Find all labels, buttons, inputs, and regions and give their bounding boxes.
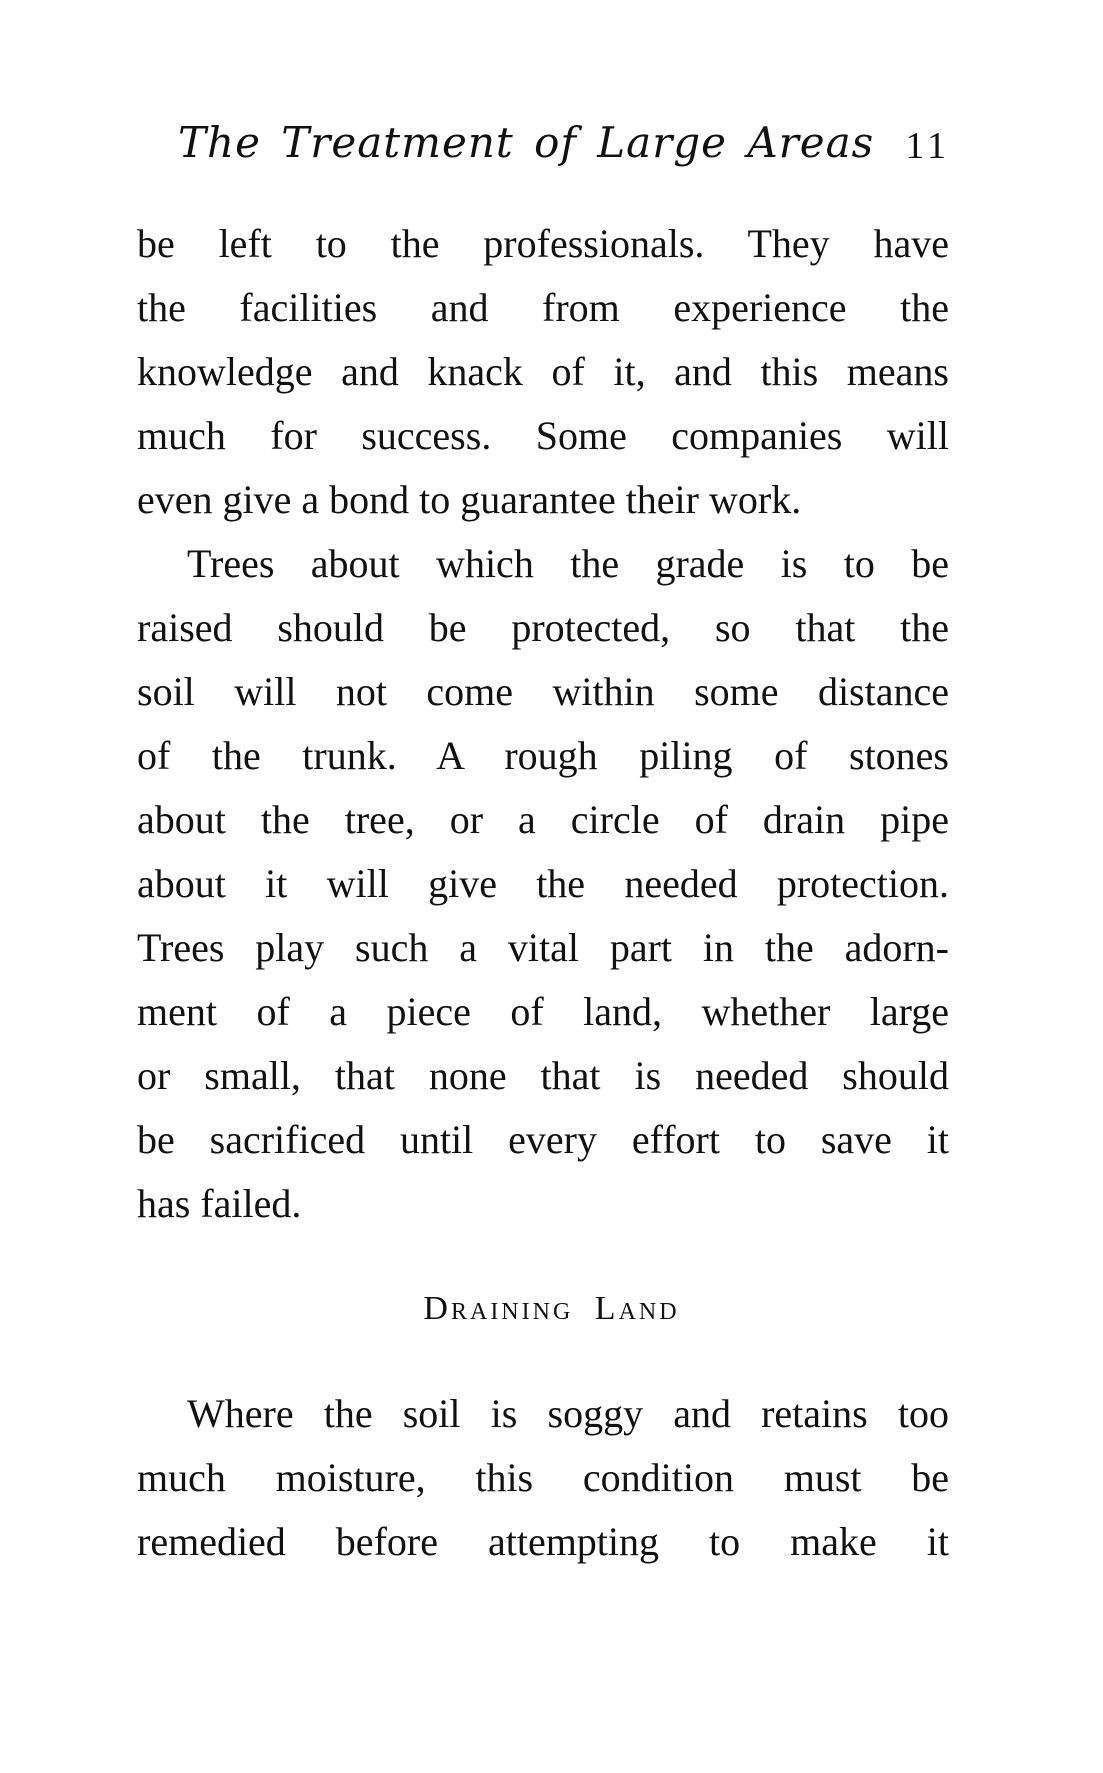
- text-line: Trees about which the grade is to be: [187, 541, 949, 586]
- text-line: Where the soil is soggy and retains too: [187, 1391, 949, 1436]
- page-number: 11: [905, 125, 950, 167]
- paragraph-continued: [137, 212, 949, 532]
- running-title: The Treatment of Large Areas: [178, 118, 875, 167]
- running-head: [160, 118, 950, 178]
- text-line: knowledge and knack of it, and this means: [137, 349, 949, 394]
- text-line: remedied before attempting to make it: [137, 1519, 949, 1564]
- text-line: Trees play such a vital part in the adorn-: [137, 925, 949, 970]
- text-line: about the tree, or a circle of drain pipe: [137, 797, 949, 842]
- text-line: or small, that none that is needed should: [137, 1053, 949, 1098]
- text-line: of the trunk. A rough piling of stones: [137, 733, 949, 778]
- text-line: has failed.: [137, 1181, 302, 1226]
- paragraph-draining: [137, 1382, 949, 1574]
- text-line: ment of a piece of land, whether large: [137, 989, 949, 1034]
- section-heading: Draining Land: [423, 1290, 680, 1327]
- text-line: raised should be protected, so that the: [137, 605, 949, 650]
- text-line: be left to the professionals. They have: [137, 221, 949, 266]
- body-text-continued: [137, 1382, 949, 1574]
- text-line: the facilities and from experience the: [137, 285, 949, 330]
- text-line: much moisture, this condition must be: [137, 1455, 949, 1500]
- text-line: about it will give the needed protection.: [137, 861, 949, 906]
- text-line: even give a bond to guarantee their work.: [137, 477, 802, 522]
- body-text: [137, 212, 949, 1236]
- text-line: be sacrificed until every effort to save it: [137, 1117, 949, 1162]
- paragraph-trees: [137, 532, 949, 1236]
- text-line: soil will not come within some distance: [137, 669, 949, 714]
- text-line: much for success. Some companies will: [137, 413, 949, 458]
